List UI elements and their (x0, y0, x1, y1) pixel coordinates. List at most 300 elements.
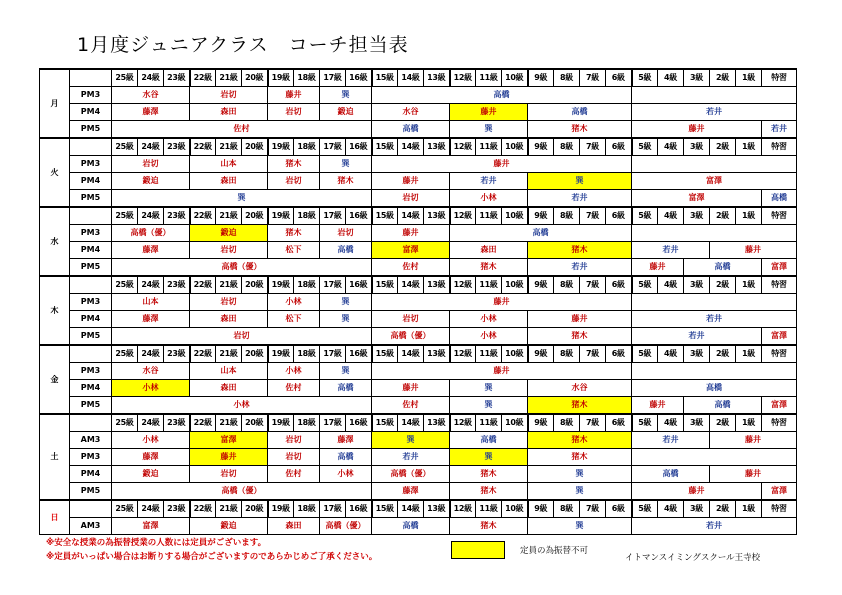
period-label: PM4 (70, 104, 112, 121)
coach-cell: 岩切 (190, 87, 268, 104)
level-header: 24級 (138, 414, 164, 432)
period-label: AM3 (70, 518, 112, 535)
level-header: 11級 (476, 345, 502, 363)
coach-cell: 若井 (528, 259, 632, 277)
coach-cell: 藤井 (372, 380, 450, 397)
level-header: 25級 (112, 345, 138, 363)
level-header: 19級 (268, 138, 294, 156)
coach-cell: 岩切 (112, 328, 372, 346)
coach-cell (632, 449, 797, 466)
level-header: 18級 (294, 69, 320, 87)
level-header: 7級 (580, 69, 606, 87)
coach-cell: 藤澤 (372, 483, 450, 501)
coach-cell: 猪木 (528, 432, 632, 449)
level-header: 5級 (632, 345, 658, 363)
coach-cell (632, 363, 797, 380)
level-header: 22級 (190, 207, 216, 225)
level-header: 10級 (502, 345, 528, 363)
level-header: 14級 (398, 69, 424, 87)
coach-cell: 高橋 (632, 380, 797, 397)
coach-cell: 藤澤 (320, 432, 372, 449)
level-header: 15級 (372, 138, 398, 156)
period-label: PM3 (70, 156, 112, 173)
level-header: 18級 (294, 207, 320, 225)
level-header: 10級 (502, 414, 528, 432)
coach-cell: 佐村 (372, 259, 450, 277)
level-header: 14級 (398, 414, 424, 432)
level-header: 6級 (606, 207, 632, 225)
day-label: 木 (40, 276, 70, 345)
coach-cell: 猪木 (528, 121, 632, 139)
day-label: 日 (40, 500, 70, 535)
level-header: 5級 (632, 500, 658, 518)
level-header: 16級 (346, 276, 372, 294)
coach-cell: 高橋 (450, 432, 528, 449)
level-header: 特習 (762, 69, 797, 87)
period-label: PM5 (70, 259, 112, 277)
level-header: 23級 (164, 69, 190, 87)
coach-cell: 巽 (450, 121, 528, 139)
coach-cell: 水谷 (112, 363, 190, 380)
coach-cell: 若井 (372, 449, 450, 466)
level-header: 2級 (710, 276, 736, 294)
coach-cell: 猪木 (528, 397, 632, 415)
level-header: 8級 (554, 500, 580, 518)
coach-cell: 高橋（優） (372, 328, 450, 346)
coach-schedule-table (39, 68, 797, 535)
coach-cell (632, 225, 797, 242)
level-header: 20級 (242, 69, 268, 87)
day-label: 月 (40, 69, 70, 138)
day-label: 土 (40, 414, 70, 500)
level-header: 11級 (476, 414, 502, 432)
coach-cell: 猪木 (320, 173, 372, 190)
coach-cell (632, 87, 797, 104)
level-header: 17級 (320, 207, 346, 225)
level-header: 5級 (632, 207, 658, 225)
level-header: 1級 (736, 138, 762, 156)
level-header: 14級 (398, 138, 424, 156)
day-label: 金 (40, 345, 70, 414)
level-header: 25級 (112, 500, 138, 518)
level-header: 25級 (112, 138, 138, 156)
coach-cell: 森田 (450, 242, 528, 259)
coach-cell: 藤澤 (112, 242, 190, 259)
level-header: 特習 (762, 138, 797, 156)
coach-cell: 山本 (190, 363, 268, 380)
period-header-blank (70, 414, 112, 432)
level-header: 23級 (164, 276, 190, 294)
level-header: 6級 (606, 414, 632, 432)
period-label: PM5 (70, 397, 112, 415)
level-header: 9級 (528, 500, 554, 518)
level-header: 4級 (658, 414, 684, 432)
level-header: 13級 (424, 69, 450, 87)
level-header: 2級 (710, 345, 736, 363)
coach-cell: 若井 (632, 311, 797, 328)
level-header: 20級 (242, 414, 268, 432)
level-header: 4級 (658, 276, 684, 294)
level-header: 17級 (320, 345, 346, 363)
level-header: 22級 (190, 345, 216, 363)
period-header-blank (70, 138, 112, 156)
coach-cell: 富澤 (372, 242, 450, 259)
level-header: 12級 (450, 207, 476, 225)
level-header: 14級 (398, 345, 424, 363)
coach-cell: 高橋（優） (372, 466, 450, 483)
legend-label: 定員の為振替不可 (520, 546, 589, 556)
level-header: 25級 (112, 414, 138, 432)
level-header: 7級 (580, 276, 606, 294)
coach-cell: 藤井 (450, 104, 528, 121)
level-header: 22級 (190, 500, 216, 518)
coach-cell: 富澤 (632, 190, 762, 208)
coach-cell: 若井 (632, 328, 762, 346)
coach-cell: 高橋 (372, 87, 632, 104)
coach-cell: 藤井 (372, 363, 632, 380)
coach-cell: 猪木 (450, 259, 528, 277)
level-header: 21級 (216, 138, 242, 156)
level-header: 18級 (294, 414, 320, 432)
coach-cell: 猪木 (450, 518, 528, 535)
coach-cell: 高橋 (372, 121, 450, 139)
coach-cell: 小林 (112, 397, 372, 415)
coach-cell: 森田 (190, 173, 268, 190)
level-header: 21級 (216, 500, 242, 518)
coach-cell: 藤井 (372, 156, 632, 173)
coach-cell: 若井 (632, 104, 797, 121)
coach-cell: 若井 (632, 518, 797, 535)
coach-cell: 巽 (320, 363, 372, 380)
level-header: 24級 (138, 207, 164, 225)
coach-cell: 鍛迫 (320, 104, 372, 121)
coach-cell: 富澤 (190, 432, 268, 449)
level-header: 23級 (164, 414, 190, 432)
coach-cell: 藤井 (632, 397, 684, 415)
coach-cell: 猪木 (450, 483, 528, 501)
coach-cell: 高橋 (684, 397, 762, 415)
coach-cell: 高橋 (762, 190, 797, 208)
level-header: 12級 (450, 138, 476, 156)
level-header: 4級 (658, 138, 684, 156)
coach-cell: 藤澤 (112, 311, 190, 328)
level-header: 21級 (216, 414, 242, 432)
level-header: 9級 (528, 138, 554, 156)
period-label: PM4 (70, 173, 112, 190)
coach-cell: 藤井 (710, 466, 797, 483)
coach-cell: 小林 (112, 380, 190, 397)
level-header: 5級 (632, 138, 658, 156)
level-header: 7級 (580, 500, 606, 518)
level-header: 6級 (606, 69, 632, 87)
coach-cell: 山本 (190, 156, 268, 173)
coach-cell: 巽 (112, 190, 372, 208)
level-header: 1級 (736, 500, 762, 518)
level-header: 13級 (424, 207, 450, 225)
coach-cell: 佐村 (372, 397, 450, 415)
coach-cell: 小林 (320, 466, 372, 483)
level-header: 16級 (346, 414, 372, 432)
level-header: 5級 (632, 276, 658, 294)
period-header-blank (70, 69, 112, 87)
coach-cell: 岩切 (372, 311, 450, 328)
coach-cell: 鍛迫 (190, 518, 268, 535)
level-header: 6級 (606, 500, 632, 518)
coach-cell: 小林 (450, 328, 528, 346)
coach-cell: 若井 (632, 242, 710, 259)
period-label: PM4 (70, 466, 112, 483)
period-header-blank (70, 207, 112, 225)
coach-cell: 巽 (528, 173, 632, 190)
level-header: 20級 (242, 138, 268, 156)
level-header: 23級 (164, 207, 190, 225)
level-header: 1級 (736, 414, 762, 432)
coach-cell: 森田 (190, 104, 268, 121)
coach-cell: 岩切 (268, 104, 320, 121)
period-label: PM4 (70, 242, 112, 259)
coach-cell: 高橋 (528, 104, 632, 121)
coach-cell: 富澤 (762, 259, 797, 277)
period-label: PM5 (70, 328, 112, 346)
level-header: 16級 (346, 207, 372, 225)
level-header: 2級 (710, 207, 736, 225)
level-header: 24級 (138, 138, 164, 156)
coach-cell: 富澤 (112, 518, 190, 535)
level-header: 6級 (606, 276, 632, 294)
level-header: 25級 (112, 276, 138, 294)
coach-cell: 藤澤 (112, 104, 190, 121)
coach-cell: 藤井 (268, 87, 320, 104)
coach-cell: 藤井 (632, 121, 762, 139)
level-header: 19級 (268, 500, 294, 518)
coach-cell: 鍛迫 (112, 173, 190, 190)
level-header: 15級 (372, 500, 398, 518)
level-header: 1級 (736, 345, 762, 363)
coach-cell: 岩切 (112, 156, 190, 173)
coach-cell: 岩切 (268, 432, 320, 449)
day-label: 火 (40, 138, 70, 207)
coach-cell: 小林 (268, 363, 320, 380)
level-header: 2級 (710, 138, 736, 156)
coach-cell: 高橋 (372, 518, 450, 535)
coach-cell: 高橋 (684, 259, 762, 277)
level-header: 2級 (710, 414, 736, 432)
coach-cell: 巽 (450, 397, 528, 415)
level-header: 11級 (476, 276, 502, 294)
level-header: 3級 (684, 276, 710, 294)
coach-cell: 藤井 (190, 449, 268, 466)
coach-cell: 猪木 (450, 466, 528, 483)
period-header-blank (70, 345, 112, 363)
level-header: 16級 (346, 138, 372, 156)
level-header: 8級 (554, 345, 580, 363)
coach-cell: 巽 (450, 449, 528, 466)
coach-cell: 佐村 (268, 380, 320, 397)
level-header: 9級 (528, 414, 554, 432)
level-header: 4級 (658, 207, 684, 225)
coach-cell: 富澤 (762, 483, 797, 501)
coach-cell: 藤井 (710, 432, 797, 449)
level-header: 7級 (580, 345, 606, 363)
coach-cell: 猪木 (528, 242, 632, 259)
coach-cell: 鍛迫 (190, 225, 268, 242)
coach-cell: 巽 (320, 311, 372, 328)
level-header: 3級 (684, 414, 710, 432)
level-header: 19級 (268, 207, 294, 225)
level-header: 9級 (528, 276, 554, 294)
level-header: 10級 (502, 500, 528, 518)
level-header: 13級 (424, 414, 450, 432)
level-header: 9級 (528, 69, 554, 87)
coach-cell: 水谷 (372, 104, 450, 121)
coach-cell: 高橋（優） (320, 518, 372, 535)
level-header: 3級 (684, 207, 710, 225)
level-header: 10級 (502, 69, 528, 87)
level-header: 10級 (502, 138, 528, 156)
coach-cell: 高橋 (320, 380, 372, 397)
level-header: 17級 (320, 500, 346, 518)
coach-cell: 藤井 (372, 173, 450, 190)
level-header: 6級 (606, 345, 632, 363)
coach-cell: 松下 (268, 242, 320, 259)
school-name: イトマンスイミングスクール王寺校 (625, 553, 761, 563)
level-header: 13級 (424, 345, 450, 363)
level-header: 4級 (658, 69, 684, 87)
coach-cell: 巽 (320, 156, 372, 173)
coach-cell: 若井 (450, 173, 528, 190)
coach-cell: 松下 (268, 311, 320, 328)
level-header: 18級 (294, 345, 320, 363)
level-header: 17級 (320, 138, 346, 156)
period-label: PM3 (70, 363, 112, 380)
coach-cell: 猪木 (528, 328, 632, 346)
coach-cell: 巽 (528, 483, 632, 501)
level-header: 8級 (554, 69, 580, 87)
level-header: 2級 (710, 69, 736, 87)
coach-cell: 佐村 (112, 121, 372, 139)
note-2: ※定員がいっぱい場合はお断りする場合がございますのであらかじめご了承ください。 (46, 552, 378, 562)
level-header: 2級 (710, 500, 736, 518)
level-header: 8級 (554, 207, 580, 225)
level-header: 16級 (346, 345, 372, 363)
period-label: PM4 (70, 311, 112, 328)
coach-cell: 森田 (190, 311, 268, 328)
coach-cell: 岩切 (268, 173, 320, 190)
level-header: 21級 (216, 276, 242, 294)
period-label: PM3 (70, 225, 112, 242)
level-header: 8級 (554, 414, 580, 432)
level-header: 25級 (112, 207, 138, 225)
level-header: 23級 (164, 500, 190, 518)
period-header-blank (70, 276, 112, 294)
period-label: PM3 (70, 87, 112, 104)
day-label: 水 (40, 207, 70, 276)
level-header: 5級 (632, 414, 658, 432)
level-header: 3級 (684, 345, 710, 363)
level-header: 8級 (554, 276, 580, 294)
level-header: 24級 (138, 276, 164, 294)
period-label: AM3 (70, 432, 112, 449)
level-header: 18級 (294, 276, 320, 294)
legend-swatch (451, 541, 505, 559)
coach-cell: 巽 (320, 87, 372, 104)
level-header: 23級 (164, 345, 190, 363)
level-header: 25級 (112, 69, 138, 87)
level-header: 19級 (268, 414, 294, 432)
level-header: 13級 (424, 500, 450, 518)
level-header: 9級 (528, 207, 554, 225)
period-label: PM4 (70, 380, 112, 397)
level-header: 20級 (242, 276, 268, 294)
coach-cell: 高橋（優） (112, 483, 372, 501)
level-header: 18級 (294, 500, 320, 518)
level-header: 9級 (528, 345, 554, 363)
coach-cell: 森田 (190, 380, 268, 397)
coach-cell: 巽 (528, 466, 632, 483)
level-header: 14級 (398, 500, 424, 518)
level-header: 19級 (268, 69, 294, 87)
coach-cell: 猪木 (528, 449, 632, 466)
period-label: PM3 (70, 294, 112, 311)
level-header: 20級 (242, 500, 268, 518)
level-header: 15級 (372, 276, 398, 294)
coach-cell: 小林 (450, 190, 528, 208)
period-label: PM5 (70, 190, 112, 208)
level-header: 7級 (580, 138, 606, 156)
level-header: 20級 (242, 207, 268, 225)
coach-cell: 高橋（優） (112, 225, 190, 242)
level-header: 3級 (684, 500, 710, 518)
coach-cell: 小林 (450, 311, 528, 328)
level-header: 16級 (346, 500, 372, 518)
level-header: 17級 (320, 276, 346, 294)
coach-cell: 高橋 (320, 449, 372, 466)
coach-cell: 巽 (372, 432, 450, 449)
level-header: 特習 (762, 414, 797, 432)
level-header: 12級 (450, 500, 476, 518)
level-header: 14級 (398, 276, 424, 294)
coach-cell: 岩切 (190, 466, 268, 483)
level-header: 24級 (138, 345, 164, 363)
period-label: PM5 (70, 483, 112, 501)
coach-cell: 岩切 (190, 242, 268, 259)
level-header: 22級 (190, 69, 216, 87)
coach-cell: 藤井 (372, 225, 450, 242)
coach-cell: 猪木 (268, 156, 320, 173)
coach-cell: 水谷 (528, 380, 632, 397)
coach-cell: 鍛迫 (112, 466, 190, 483)
level-header: 21級 (216, 207, 242, 225)
coach-cell: 高橋 (632, 466, 710, 483)
level-header: 12級 (450, 414, 476, 432)
level-header: 8級 (554, 138, 580, 156)
level-header: 7級 (580, 414, 606, 432)
page-title: 1月度ジュニアクラス コーチ担当表 (77, 34, 409, 56)
level-header: 16級 (346, 69, 372, 87)
level-header: 特習 (762, 207, 797, 225)
coach-cell: 藤井 (528, 311, 632, 328)
coach-cell: 佐村 (268, 466, 320, 483)
coach-cell: 高橋（優） (112, 259, 372, 277)
period-header-blank (70, 500, 112, 518)
level-header: 18級 (294, 138, 320, 156)
level-header: 15級 (372, 207, 398, 225)
level-header: 24級 (138, 69, 164, 87)
coach-cell: 岩切 (320, 225, 372, 242)
level-header: 3級 (684, 69, 710, 87)
level-header: 特習 (762, 500, 797, 518)
coach-cell: 岩切 (372, 190, 450, 208)
